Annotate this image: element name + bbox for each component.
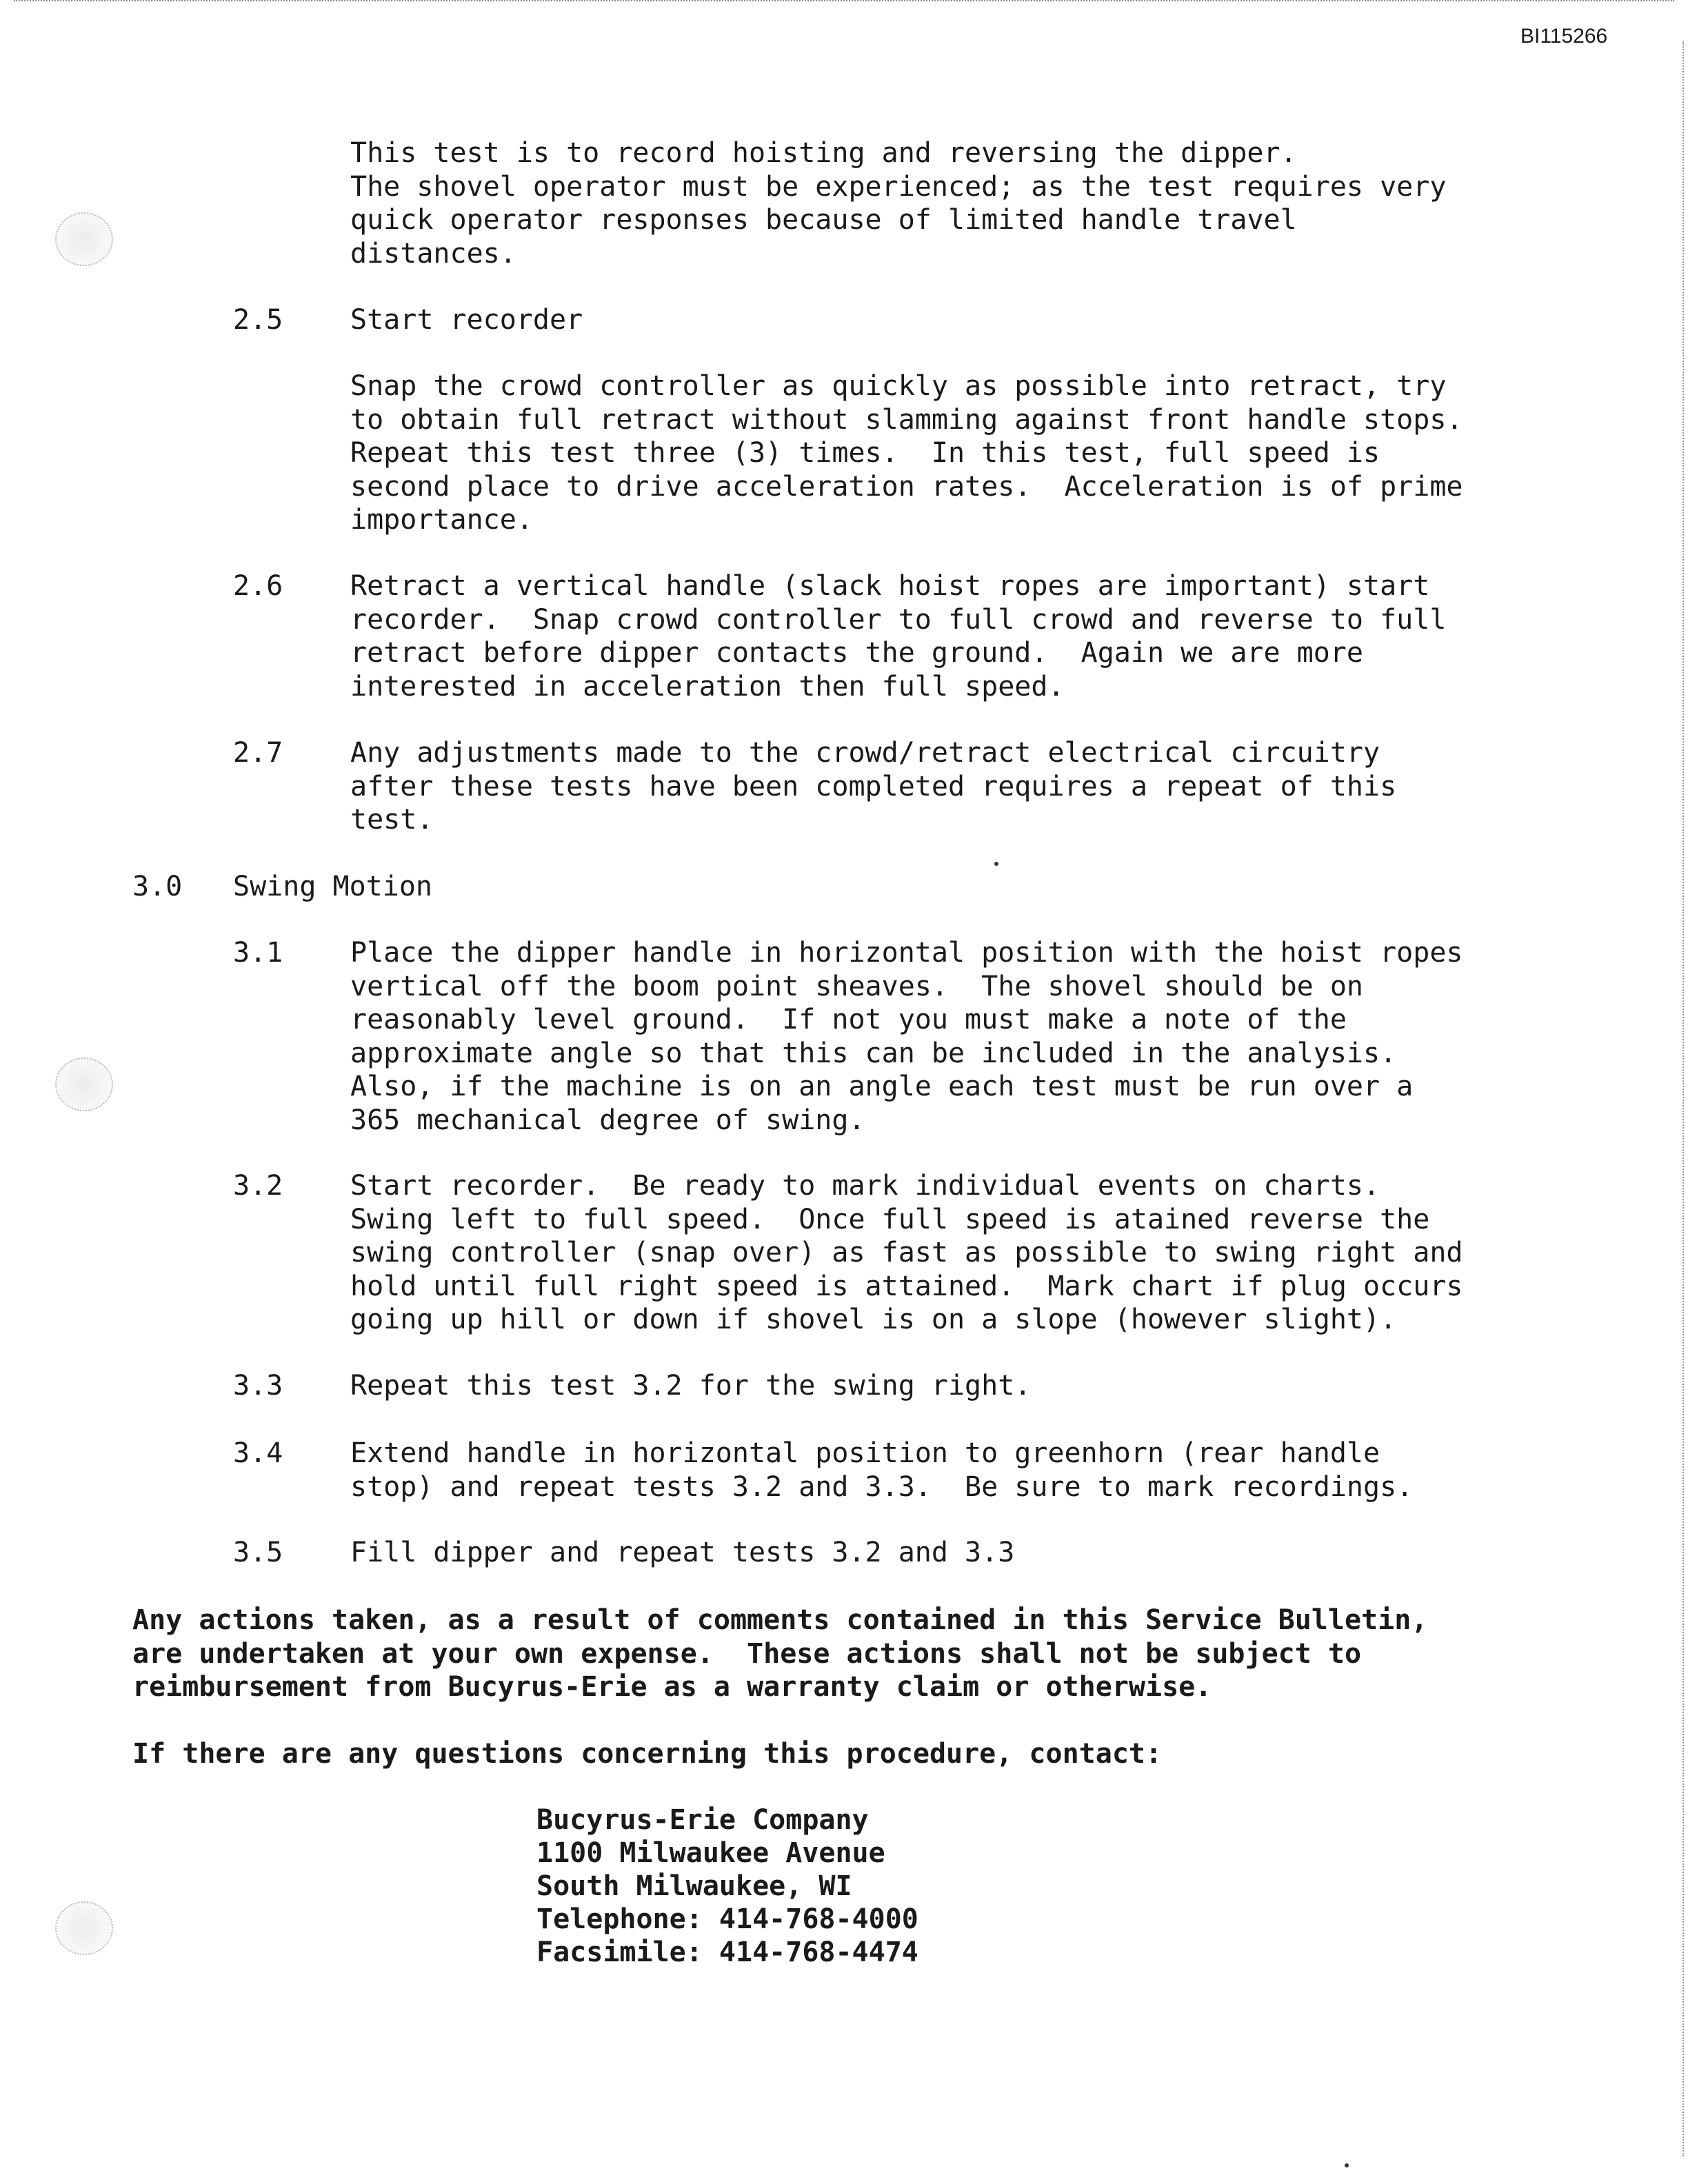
step-text: Repeat this test 3.2 for the swing right. xyxy=(350,1370,1032,1402)
step-number: 3.5 xyxy=(233,1537,283,1568)
contact-intro: If there are any questions concerning this procedure, contact: xyxy=(132,1738,1163,1770)
punch-hole-middle xyxy=(55,1058,113,1111)
step-text: Any adjustments made to the crowd/retract electrical circuitry after these tests have been completed requires a repeat of this test. xyxy=(350,737,1397,836)
disclaimer-paragraph: Any actions taken, as a result of comments contained in this Service Bulletin, are undertaken at your own expense. These actions shall not be subject to reimbursement from Bucyrus-Erie as a warranty claim or otherwise. xyxy=(132,1604,1428,1703)
punch-hole-top xyxy=(55,212,113,266)
section-title: Swing Motion xyxy=(233,871,432,902)
scan-speck xyxy=(1345,2163,1349,2167)
step-text: Start recorder. Be ready to mark individual events on charts. Swing left to full speed. Once full speed is atained reverse the swing controller (snap over) as fast as possible to swing right and hold until full right speed is attained. Mark chart if plug occurs going up hill or down if shovel is on a slope (however slight). xyxy=(350,1170,1463,1335)
contact-city: South Milwaukee, WI xyxy=(536,1870,852,1902)
intro-paragraph: This test is to record hoisting and reversing the dipper. The shovel operator must be experienced; as the test requires very quick operator responses because of limited handle travel distances. xyxy=(350,137,1447,270)
scan-speck xyxy=(994,862,998,866)
step-title: Start recorder xyxy=(350,304,583,336)
step-text: Fill dipper and repeat tests 3.2 and 3.3 xyxy=(350,1537,1015,1568)
step-text: Retract a vertical handle (slack hoist ropes are important) start recorder. Snap crowd controller to full crowd and reverse to full retract before dipper contacts the ground. Again we are more interested in acceleration then full speed. xyxy=(350,570,1447,702)
step-text: Extend handle in horizontal position to greenhorn (rear handle stop) and repeat tests 3.2 and 3.3. Be sure to mark recordings. xyxy=(350,1437,1414,1503)
scan-right-edge xyxy=(1682,41,1684,2156)
step-number: 3.4 xyxy=(233,1437,283,1469)
step-text: Place the dipper handle in horizontal position with the hoist ropes vertical off the boom point sheaves. The shovel should be on reasonably level ground. If not you must make a note of the approximate angle so that this can be included in the analysis. Also, if the machine is on an angle each test must be run over a 365 mechanical degree of swing. xyxy=(350,937,1463,1136)
contact-facsimile: Facsimile: 414-768-4474 xyxy=(536,1937,918,1968)
document-id: BI115266 xyxy=(1520,25,1608,48)
scan-top-edge xyxy=(14,0,1674,4)
contact-telephone: Telephone: 414-768-4000 xyxy=(536,1903,918,1935)
step-number: 3.2 xyxy=(233,1170,283,1202)
step-number: 3.3 xyxy=(233,1370,283,1402)
step-text: Snap the crowd controller as quickly as possible into retract, try to obtain full retract without slamming against front handle stops. Repeat this test three (3) times. In this test, full speed is second place to drive acceleration rates. Acceleration is of prime importance. xyxy=(350,370,1463,536)
step-number: 2.6 xyxy=(233,570,283,602)
contact-street: 1100 Milwaukee Avenue xyxy=(536,1837,885,1869)
punch-hole-bottom xyxy=(55,1901,113,1955)
section-number: 3.0 xyxy=(132,871,183,902)
step-number: 3.1 xyxy=(233,937,283,969)
step-number: 2.7 xyxy=(233,737,283,769)
contact-company: Bucyrus-Erie Company xyxy=(536,1804,869,1836)
step-number: 2.5 xyxy=(233,304,283,336)
